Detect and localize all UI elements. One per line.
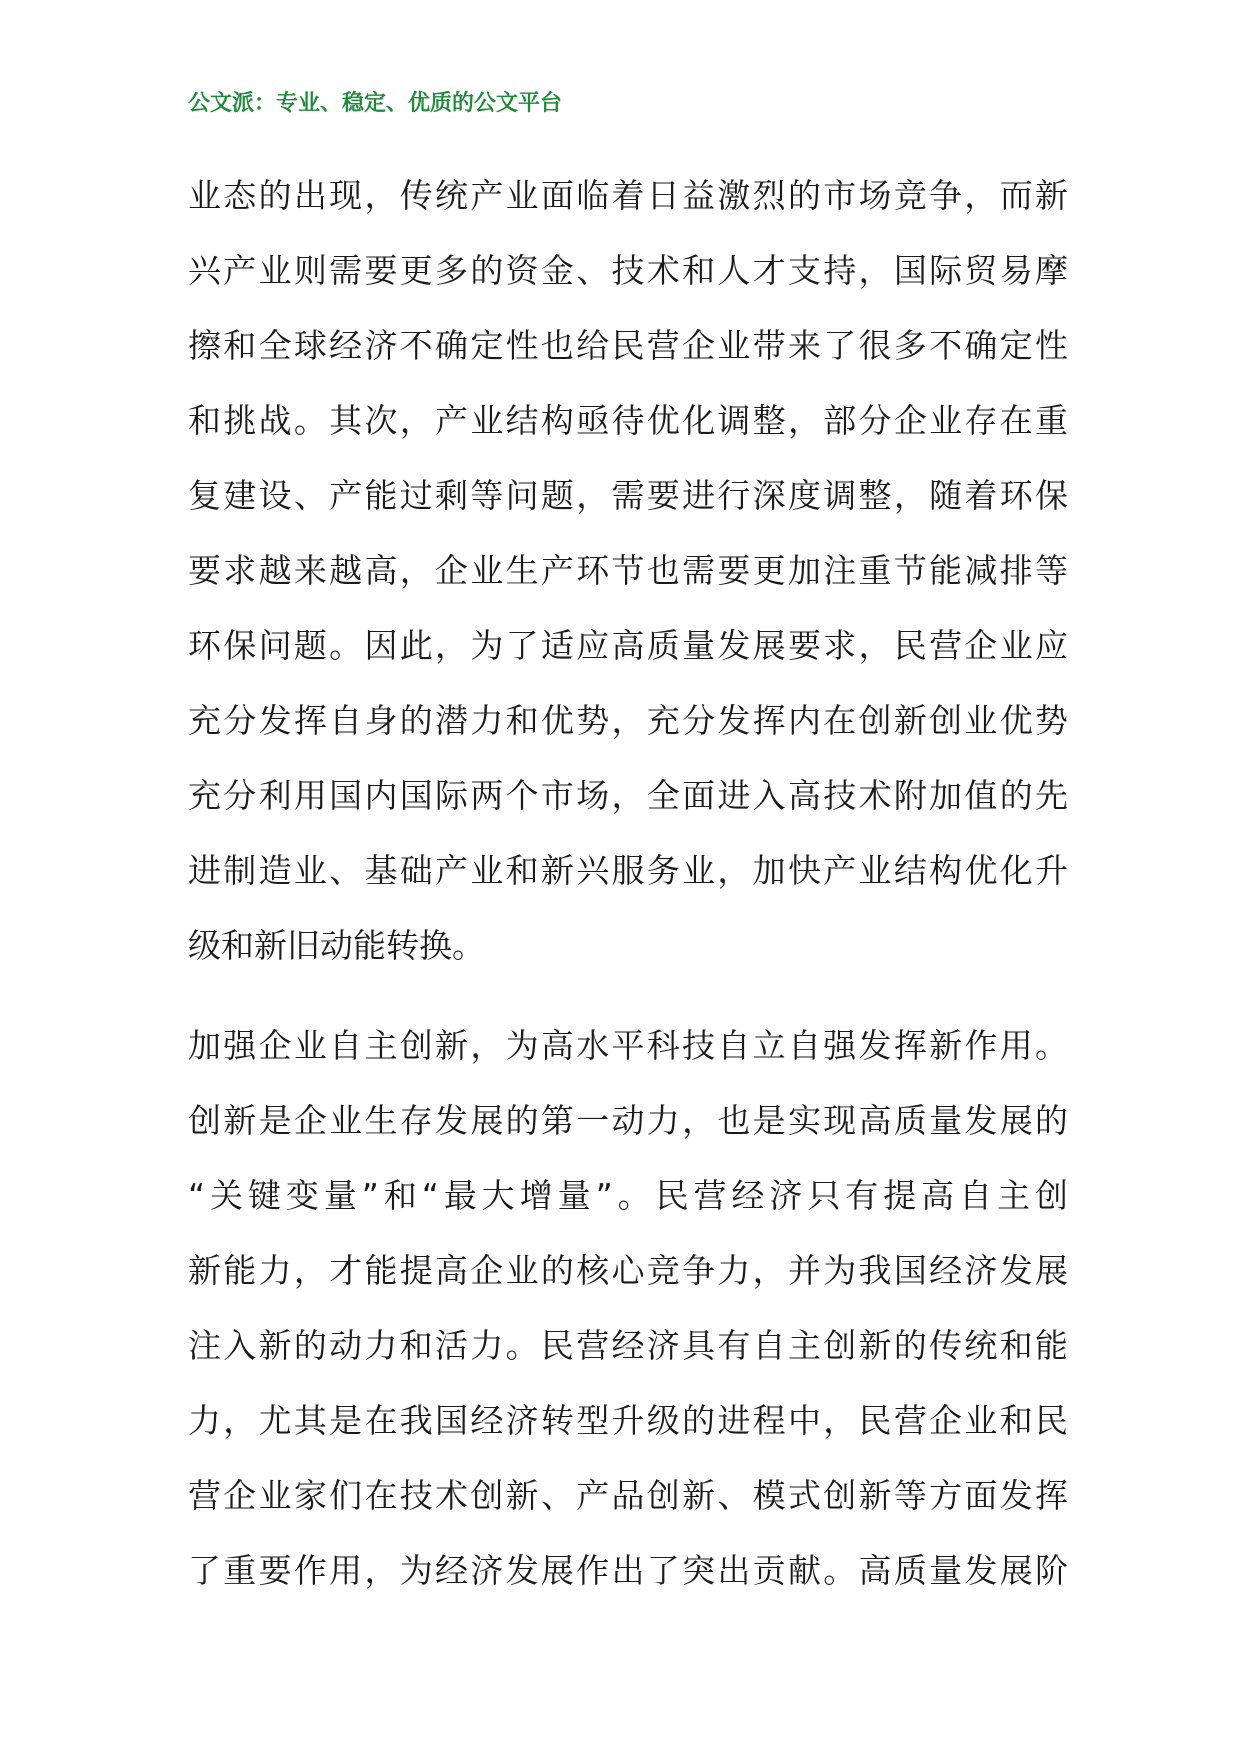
text-line: 营企业家们在技术创新、产品创新、模式创新等方面发挥 [188,1476,1068,1515]
text-line: 创新是企业生存发展的第一动力，也是实现高质量发展的 [188,1101,1068,1140]
text-line: 力，尤其是在我国经济转型升级的进程中，民营企业和民 [188,1401,1068,1440]
text-line: 要求越来越高，企业生产环节也需要更加注重节能减排等 [188,551,1068,590]
paragraph-2 [188,1008,1068,1608]
text-line: 擦和全球经济不确定性也给民营企业带来了很多不确定性 [188,326,1068,365]
text-line: “关键变量”和“最大增量”。民营经济只有提高自主创 [188,1176,1068,1215]
text-line: 充分发挥自身的潜力和优势，充分发挥内在创新创业优势 [188,701,1068,740]
text-line: 充分利用国内国际两个市场，全面进入高技术附加值的先 [188,776,1068,815]
text-line: 复建设、产能过剩等问题，需要进行深度调整，随着环保 [188,476,1068,515]
text-line: 级和新旧动能转换。 [188,926,485,965]
text-line: 新能力，才能提高企业的核心竞争力，并为我国经济发展 [188,1251,1068,1290]
text-line: 进制造业、基础产业和新兴服务业，加快产业结构优化升 [188,851,1068,890]
text-line: 注入新的动力和活力。民营经济具有自主创新的传统和能 [188,1326,1068,1365]
text-line: 和挑战。其次，产业结构亟待优化调整，部分企业存在重 [188,401,1068,440]
text-line: 环保问题。因此，为了适应高质量发展要求，民营企业应 [188,626,1068,665]
text-line: 了重要作用，为经济发展作出了突出贡献。高质量发展阶 [188,1551,1068,1590]
text-line: 兴产业则需要更多的资金、技术和人才支持，国际贸易摩 [188,251,1068,290]
text-line: 加强企业自主创新，为高水平科技自立自强发挥新作用。 [188,1026,1068,1065]
header-title: 公文派：专业、稳定、优质的公文平台 [188,90,563,116]
text-line: 业态的出现，传统产业面临着日益激烈的市场竞争，而新 [188,176,1068,215]
paragraph-1 [188,158,1068,983]
